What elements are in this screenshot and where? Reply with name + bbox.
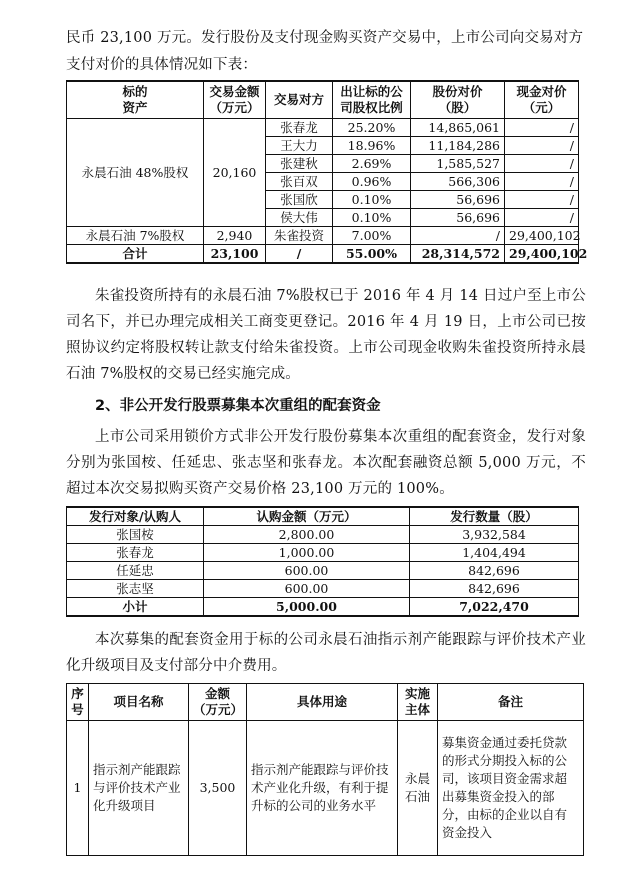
quantity-cell: 842,696 (410, 562, 579, 580)
ratio-cell: 7.00% (333, 227, 411, 245)
ratio-cell: 0.10% (333, 209, 411, 227)
consideration-table-header (67, 81, 579, 119)
cash-cell: / (505, 119, 579, 137)
total-shares: 28,314,572 (411, 245, 505, 264)
amount-cell: 1,000.00 (204, 544, 410, 562)
intro-line-2: 支付对价的具体情况如下表： (66, 57, 258, 73)
shares-cell: / (411, 227, 505, 245)
shares-cell: 11,184,286 (411, 137, 505, 155)
amount-cell: 600.00 (204, 580, 410, 598)
subscriber-cell: 张春龙 (67, 544, 204, 562)
ratio-cell: 25.20% (333, 119, 411, 137)
party-cell: 张建秋 (266, 155, 333, 173)
project-table-header (67, 684, 584, 721)
project-name-cell: 指示剂产能跟踪与评价技术产业化升级项目 (89, 721, 189, 856)
section-heading-2: 2、非公开发行股票募集本次重组的配套资金 (95, 398, 381, 414)
paragraph-zhuque: 朱雀投资所持有的永晨石油 7%股权已于 2016 年 4 月 14 日过户至上市公司名下，并已办理完成相关工商变更登记。2016 年 4 月 19 日，上市公司已按照协议约定将股权转让款支付给朱雀投资。上市公司现金收购朱雀投资所持永晨石油 7%股权的交易已经实施完成。 (66, 288, 586, 382)
col-no: 序 号 (67, 684, 89, 721)
table-row (67, 580, 579, 598)
cash-cell: / (505, 137, 579, 155)
table-row (67, 544, 579, 562)
table-row (67, 721, 584, 856)
project-table (66, 683, 584, 856)
subtotal-quantity: 7,022,470 (410, 598, 579, 617)
total-party: / (266, 245, 333, 264)
asset-48-cell: 永晨石油 48%股权 (67, 119, 204, 227)
total-ratio: 55.00% (333, 245, 411, 264)
subtotal-amount: 5,000.00 (204, 598, 410, 617)
shares-cell: 566,306 (411, 173, 505, 191)
col-entity: 实施 主体 (398, 684, 438, 721)
col-asset: 标的 资产 (67, 81, 204, 119)
col-note: 备注 (438, 684, 584, 721)
cash-cell: 29,400,102 (505, 227, 579, 245)
col-usage: 具体用途 (247, 684, 398, 721)
shares-cell: 1,585,527 (411, 155, 505, 173)
col-project-amount: 金额 （万元） (189, 684, 247, 721)
col-issue-quantity: 发行数量（股） (410, 507, 579, 526)
intro-line-1: 民币 23,100 万元。发行股份及支付现金购买资产交易中，上市公司向交易对方 (66, 30, 584, 46)
party-cell: 张百双 (266, 173, 333, 191)
shares-cell: 56,696 (411, 209, 505, 227)
ratio-cell: 2.69% (333, 155, 411, 173)
table-row (67, 227, 579, 245)
col-shares: 股份对价 （股） (411, 81, 505, 119)
ratio-cell: 0.96% (333, 173, 411, 191)
project-note-cell: 募集资金通过委托贷款的形式分期投入标的公司，该项目资金需求超出募集资金投入的部分，由标的企业以自有资金投入 (438, 721, 584, 856)
quantity-cell: 1,404,494 (410, 544, 579, 562)
subscriber-cell: 任延忠 (67, 562, 204, 580)
amount-48-cell: 20,160 (204, 119, 266, 227)
amount-cell: 600.00 (204, 562, 410, 580)
cash-cell: / (505, 209, 579, 227)
table-row (67, 526, 579, 544)
amount-7-cell: 2,940 (204, 227, 266, 245)
party-cell: 张春龙 (266, 119, 333, 137)
subscriber-cell: 张国桉 (67, 526, 204, 544)
col-subscribe-amount: 认购金额（万元） (204, 507, 410, 526)
party-cell: 张国欣 (266, 191, 333, 209)
consideration-table (66, 80, 588, 264)
amount-cell: 2,800.00 (204, 526, 410, 544)
shares-cell: 56,696 (411, 191, 505, 209)
project-usage-cell: 指示剂产能跟踪与评价技术产业化升级，有利于提升标的公司的业务水平 (247, 721, 398, 856)
shares-cell: 14,865,061 (411, 119, 505, 137)
quantity-cell: 842,696 (410, 580, 579, 598)
party-cell: 朱雀投资 (266, 227, 333, 245)
col-ratio: 出让标的公 司股权比例 (333, 81, 411, 119)
quantity-cell: 3,932,584 (410, 526, 579, 544)
cash-cell: / (505, 191, 579, 209)
col-subscriber: 发行对象/认购人 (67, 507, 204, 526)
party-cell: 侯大伟 (266, 209, 333, 227)
cash-cell: / (505, 173, 579, 191)
cash-cell: / (505, 155, 579, 173)
party-cell: 王大力 (266, 137, 333, 155)
project-no-cell: 1 (67, 721, 89, 856)
project-amount-cell: 3,500 (189, 721, 247, 856)
table-row (67, 119, 579, 137)
col-project-name: 项目名称 (89, 684, 189, 721)
subtotal-row (67, 598, 579, 617)
project-entity-cell: 永晨石油 (398, 721, 438, 856)
ratio-cell: 0.10% (333, 191, 411, 209)
total-label: 合计 (67, 245, 204, 264)
col-cash: 现金对价 （元） (505, 81, 579, 119)
total-amount: 23,100 (204, 245, 266, 264)
paragraph-usage: 本次募集的配套资金用于标的公司永晨石油指示剂产能跟踪与评价技术产业化升级项目及支付部分中介费用。 (66, 632, 586, 674)
subscription-table (66, 506, 579, 617)
ratio-cell: 18.96% (333, 137, 411, 155)
subscriber-cell: 张志坚 (67, 580, 204, 598)
total-cash: 29,400,102 (505, 245, 579, 264)
paragraph-financing: 上市公司采用锁价方式非公开发行股份募集本次重组的配套资金，发行对象分别为张国桉、任延忠、张志坚和张春龙。本次配套融资总额 5,000 万元，不超过本次交易拟购买资产交易价格 23,100 万元的 100%。 (66, 429, 586, 497)
col-counterparty: 交易对方 (266, 81, 333, 119)
total-row (67, 245, 579, 264)
table-row (67, 562, 579, 580)
subtotal-label: 小计 (67, 598, 204, 617)
subscription-table-header (67, 507, 579, 526)
asset-7-cell: 永晨石油 7%股权 (67, 227, 204, 245)
col-amount: 交易金额 （万元） (204, 81, 266, 119)
